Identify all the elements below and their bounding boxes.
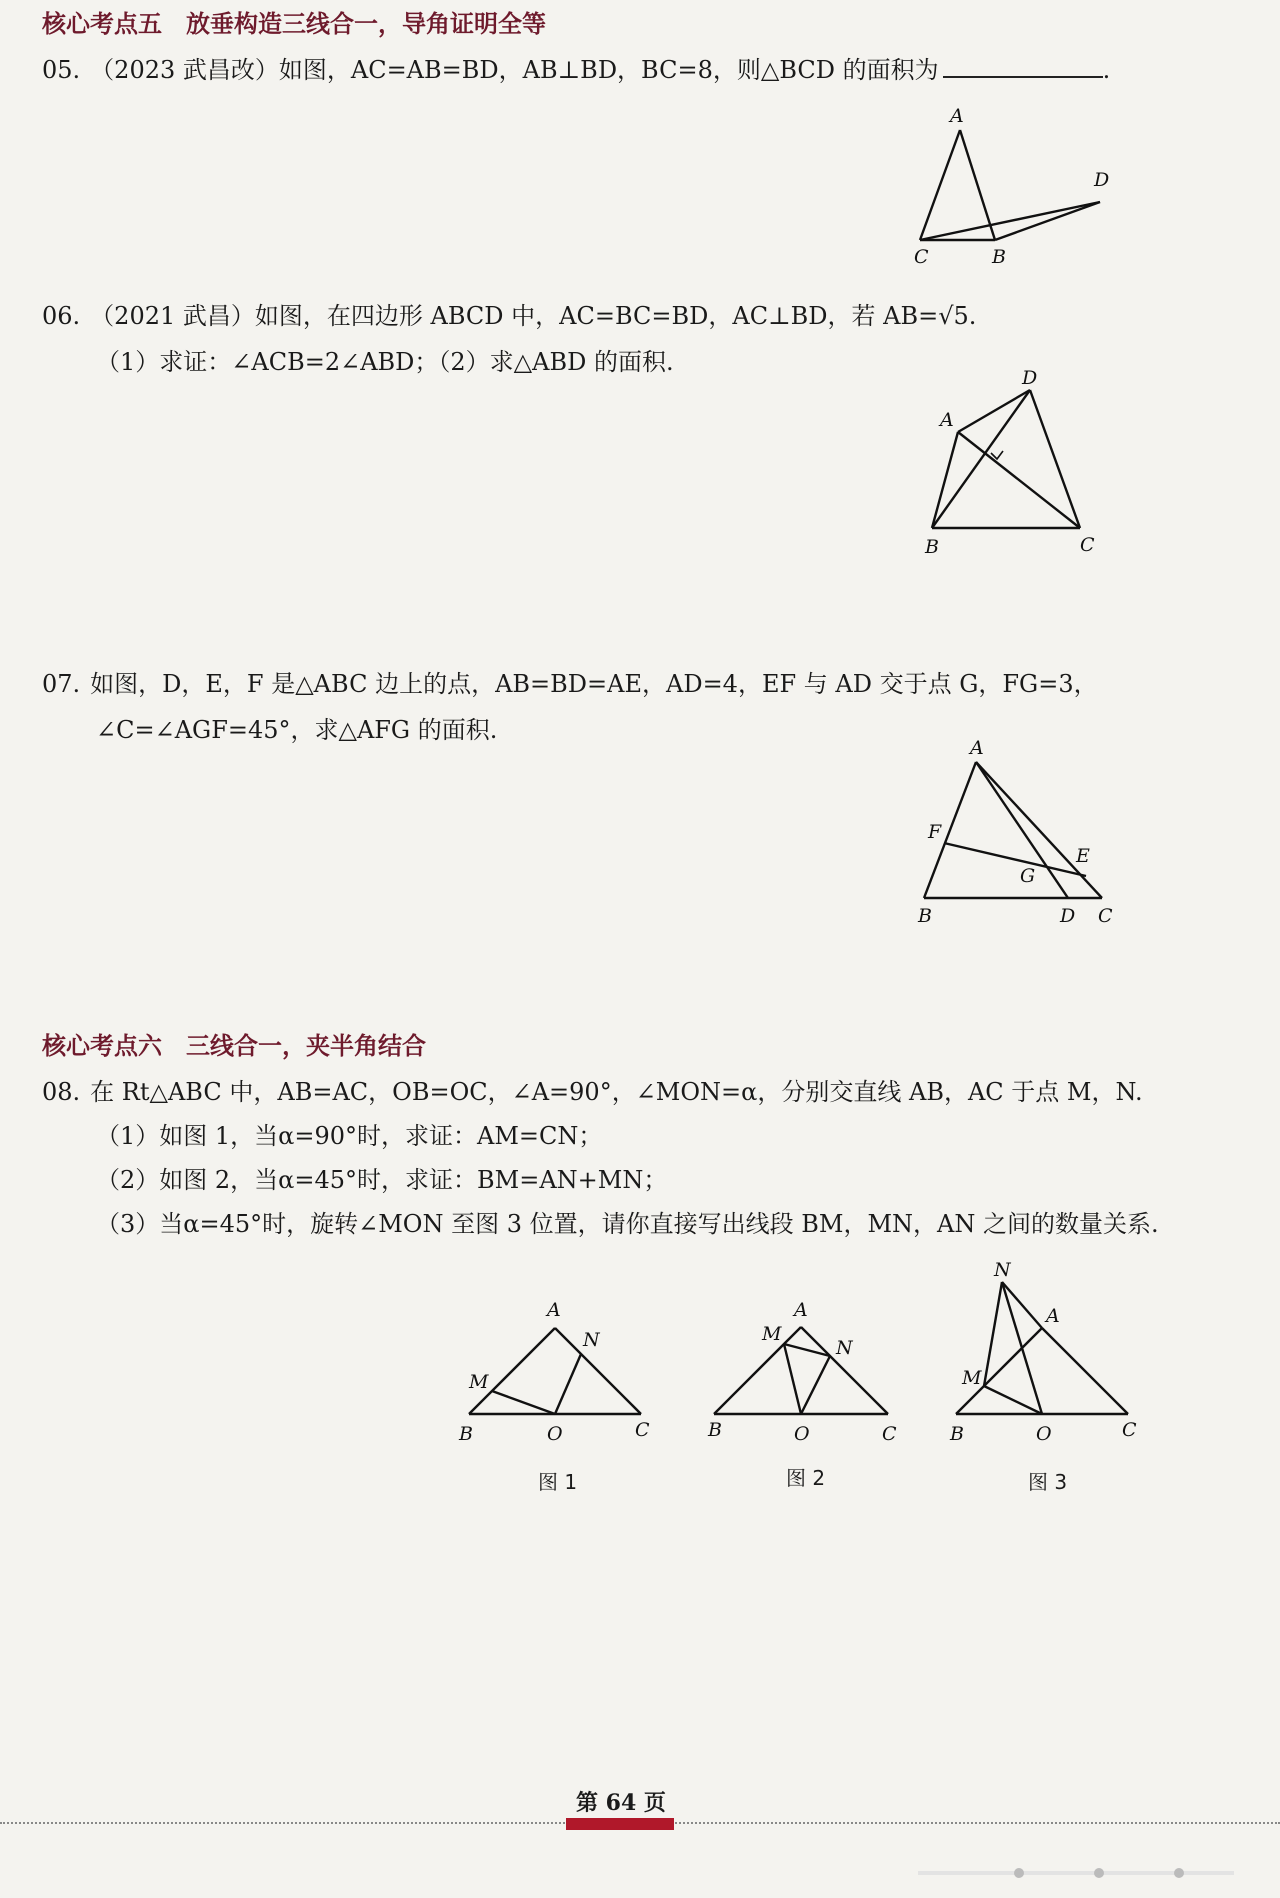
- q07-label-D: D: [1060, 905, 1076, 927]
- q05-label-D: D: [1094, 169, 1110, 191]
- q06-label-A: A: [940, 409, 954, 431]
- pager-dot[interactable]: [1174, 1868, 1184, 1878]
- q05-label-C: C: [914, 246, 929, 268]
- question-08-part3: （3）当α=45°时，旋转∠MON 至图 3 位置，请你直接写出线段 BM，MN，AN 之间的数量关系.: [96, 1210, 1159, 1238]
- fig2-label-M: M: [762, 1323, 782, 1345]
- fig1-label-A: A: [547, 1299, 561, 1321]
- q07-figure: [900, 736, 1140, 936]
- page-number: 第 64 页: [576, 1790, 666, 1816]
- fig3-label-N: N: [994, 1259, 1011, 1281]
- fig1-label-C: C: [635, 1419, 650, 1441]
- q05-label-B: B: [992, 246, 1006, 268]
- q07-label-G: G: [1020, 865, 1036, 887]
- q07-label-F: F: [928, 821, 942, 843]
- fig3-label-B: B: [950, 1423, 964, 1445]
- image-pager: [918, 1862, 1248, 1884]
- fig1-label-B: B: [459, 1423, 473, 1445]
- question-06: [42, 300, 976, 332]
- question-08-part1: （1）如图 1，当α=90°时，求证：AM=CN；: [96, 1122, 603, 1150]
- question-08: [42, 1076, 1143, 1108]
- pager-dot[interactable]: [1014, 1868, 1024, 1878]
- q08-figure-1: [455, 1296, 655, 1446]
- question-07-text-line2: ∠C=∠AGF=45°，求△AFG 的面积.: [96, 716, 498, 744]
- q07-label-E: E: [1076, 845, 1090, 867]
- q07-label-A: A: [970, 737, 984, 759]
- question-06-number: 06.: [42, 302, 81, 330]
- fig1-label-N: N: [583, 1329, 600, 1351]
- q07-label-C: C: [1098, 905, 1113, 927]
- question-05-text: （2023 武昌改）如图，AC=AB=BD，AB⊥BD，BC=8，则△BCD 的面积为: [90, 56, 939, 84]
- fig1-label-M: M: [469, 1371, 489, 1393]
- fig3-label-A: A: [1046, 1305, 1060, 1327]
- q06-label-B: B: [925, 536, 939, 558]
- question-07-number: 07.: [42, 670, 81, 698]
- question-07: [42, 668, 1098, 700]
- q06-label-C: C: [1080, 534, 1095, 556]
- q06-figure: [910, 370, 1140, 560]
- pager-dot[interactable]: [1094, 1868, 1104, 1878]
- q08-figure-3: [940, 1256, 1140, 1446]
- question-08-text: 在 Rt△ABC 中，AB=AC，OB=OC，∠A=90°，∠MON=α，分别交直线 AB，AC 于点 M，N.: [90, 1078, 1143, 1106]
- section-6-heading: 核心考点六 三线合一，夹半角结合: [42, 1032, 426, 1060]
- q06-label-D: D: [1022, 370, 1038, 389]
- question-05-period: .: [1102, 56, 1111, 84]
- question-08-number: 08.: [42, 1078, 81, 1106]
- fig1-label-O: O: [547, 1423, 563, 1445]
- question-06-subparts: （1）求证：∠ACB=2∠ABD；（2）求△ABD 的面积.: [96, 348, 674, 376]
- question-05: [42, 54, 1110, 86]
- footer-accent-bar: [566, 1818, 674, 1830]
- fig2-label-B: B: [708, 1419, 722, 1441]
- fig2-label-O: O: [794, 1423, 810, 1445]
- fig3-label-C: C: [1122, 1419, 1137, 1441]
- answer-blank: [943, 54, 1103, 78]
- figure-2-caption: 图 2: [786, 1466, 826, 1490]
- fig3-label-M: M: [962, 1367, 982, 1389]
- question-07-text: 如图，D，E，F 是△ABC 边上的点，AB=BD=AE，AD=4，EF 与 AD 交于点 G，FG=3，: [90, 670, 1098, 698]
- q08-figure-2: [700, 1296, 900, 1446]
- section-5-heading: 核心考点五 放垂构造三线合一，导角证明全等: [42, 10, 546, 38]
- fig2-label-C: C: [882, 1423, 897, 1445]
- figure-3-caption: 图 3: [1028, 1470, 1068, 1494]
- q07-label-B: B: [918, 905, 932, 927]
- question-08-part2: （2）如图 2，当α=45°时，求证：BM=AN+MN；: [96, 1166, 668, 1194]
- fig2-label-N: N: [836, 1337, 853, 1359]
- figure-1-caption: 图 1: [538, 1470, 578, 1494]
- q05-label-A: A: [950, 105, 964, 127]
- question-05-number: 05.: [42, 56, 81, 84]
- fig3-label-O: O: [1036, 1423, 1052, 1445]
- q05-figure: [900, 100, 1140, 280]
- question-06-text: （2021 武昌）如图，在四边形 ABCD 中，AC=BC=BD，AC⊥BD，若 AB=√5.: [90, 302, 977, 330]
- pager-track: [918, 1871, 1234, 1875]
- fig2-label-A: A: [794, 1299, 808, 1321]
